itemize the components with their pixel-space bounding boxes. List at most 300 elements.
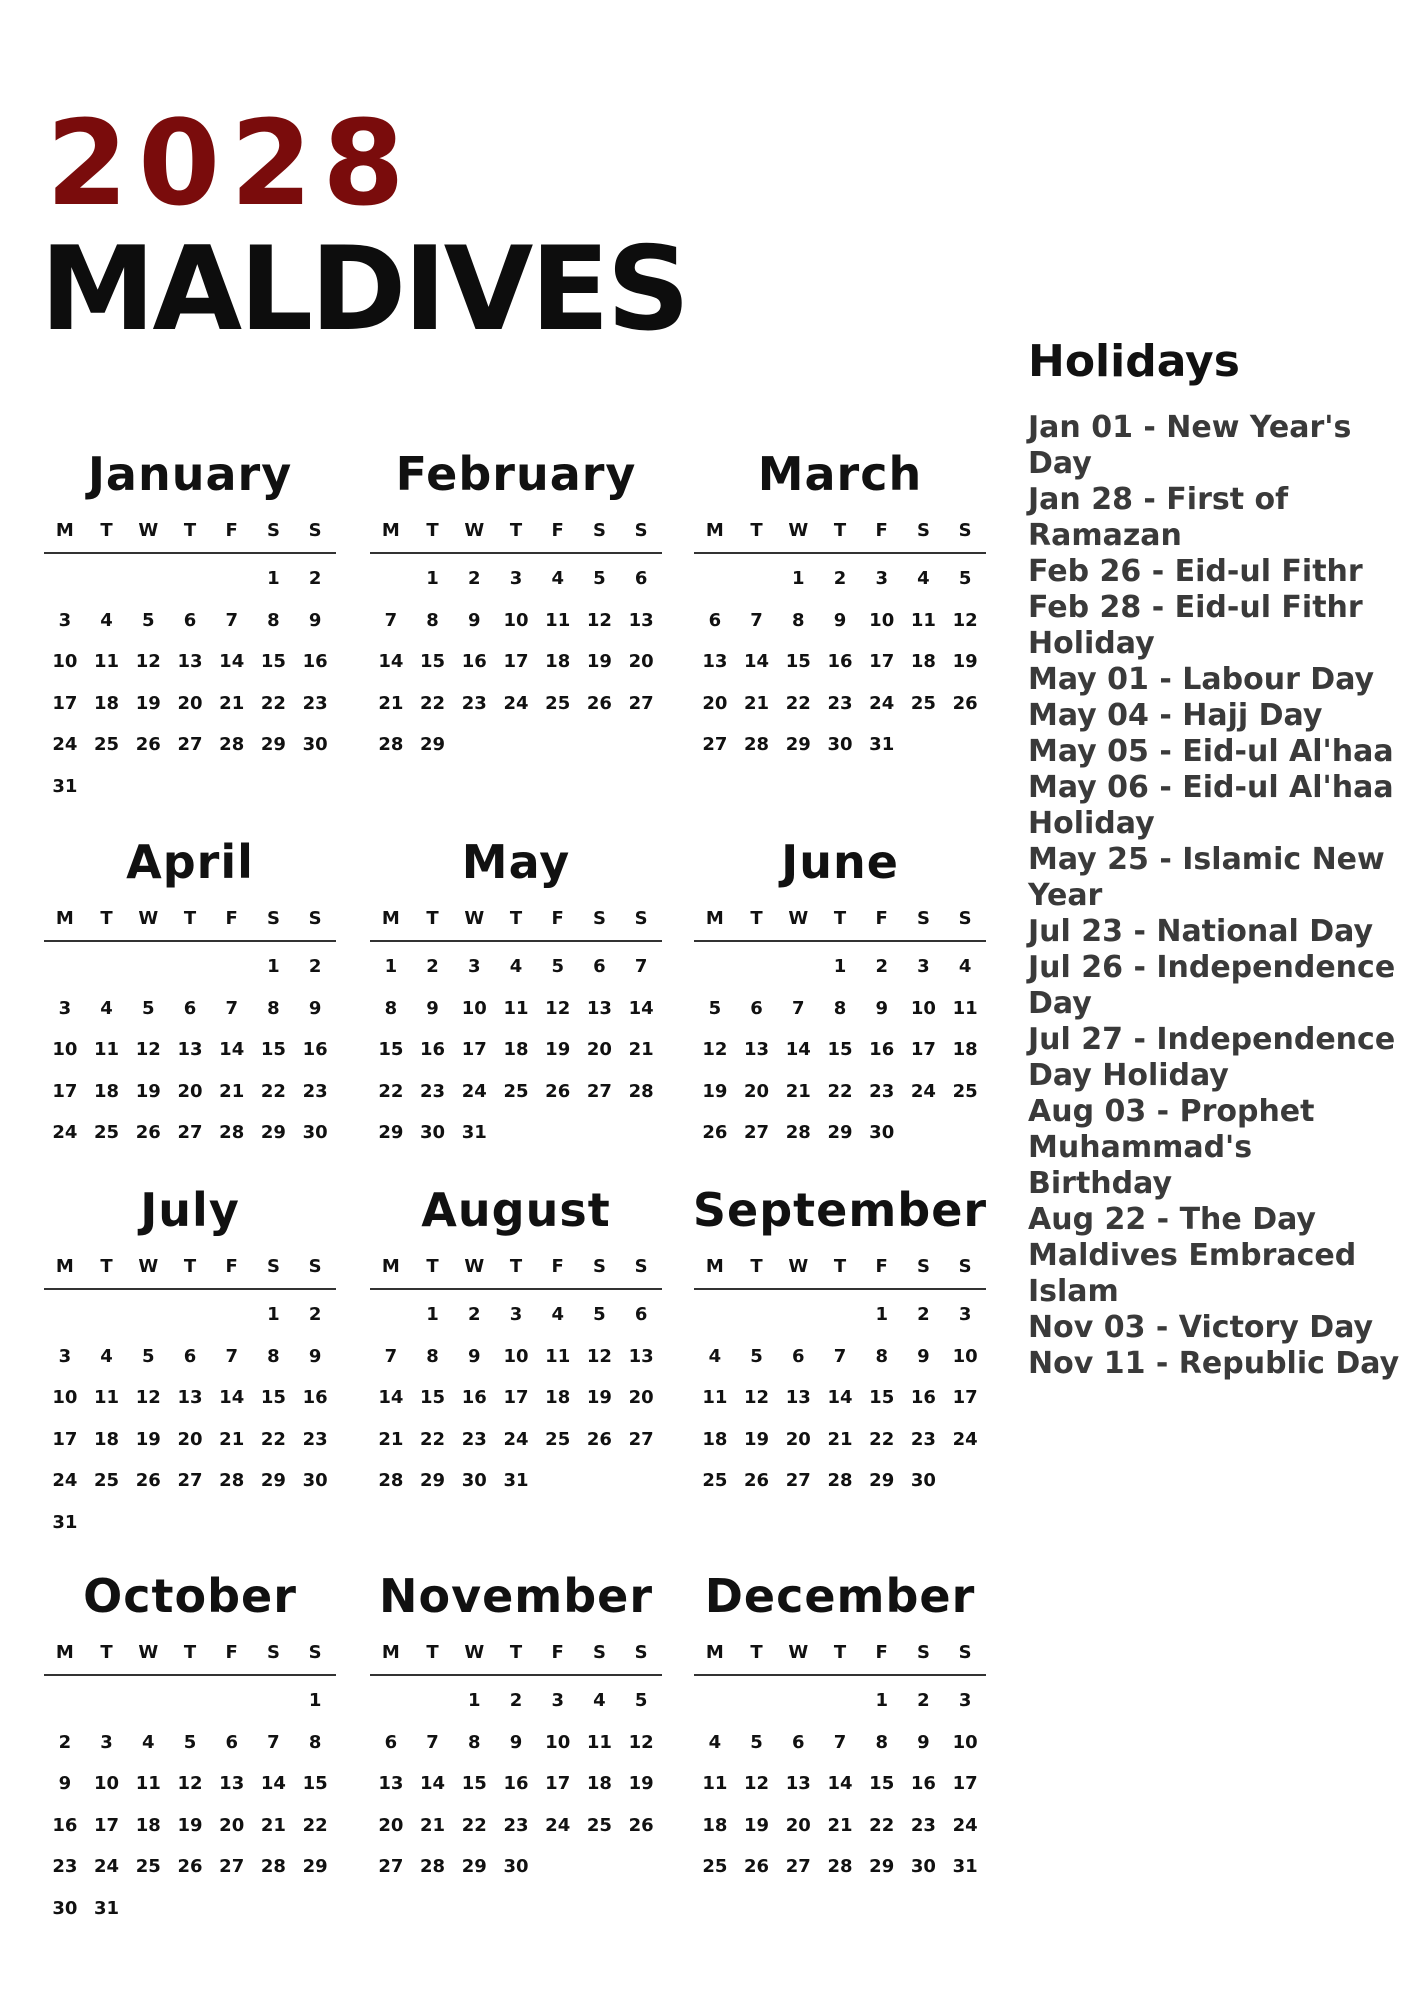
day-cell: 4 bbox=[100, 1345, 113, 1367]
day-cell: 15 bbox=[827, 1039, 853, 1060]
day-cell: 11 bbox=[94, 1387, 120, 1408]
day-cell: 8 bbox=[267, 609, 280, 631]
day-cell: 21 bbox=[378, 692, 404, 714]
day-cell: 17 bbox=[52, 1428, 78, 1450]
day-cell: 6 bbox=[593, 956, 606, 977]
day-cell: 16 bbox=[503, 1773, 529, 1794]
day-cell: 16 bbox=[52, 1814, 78, 1836]
day-cell: 14 bbox=[744, 651, 770, 672]
day-cell: 5 bbox=[593, 568, 606, 589]
weekday-label: W bbox=[464, 519, 485, 541]
day-cell: 21 bbox=[260, 1814, 286, 1836]
day-cell: 20 bbox=[586, 1039, 612, 1060]
weekday-header bbox=[370, 508, 662, 554]
day-cell: 26 bbox=[702, 1122, 728, 1143]
weekday-label: S bbox=[916, 1641, 930, 1663]
day-cell: 28 bbox=[219, 1470, 245, 1491]
day-cell: 31 bbox=[94, 1897, 120, 1919]
weekday-label: T bbox=[183, 519, 197, 541]
day-cell: 27 bbox=[177, 1122, 203, 1143]
day-cell: 17 bbox=[545, 1773, 571, 1794]
weekday-label: F bbox=[551, 519, 564, 541]
day-cell: 18 bbox=[503, 1039, 529, 1060]
day-cell: 1 bbox=[792, 568, 805, 589]
day-blank bbox=[736, 558, 778, 600]
day-cell: 10 bbox=[545, 1731, 571, 1753]
day-cell: 6 bbox=[183, 997, 197, 1019]
weekday-label: M bbox=[705, 1255, 724, 1277]
day-cell: 31 bbox=[952, 1856, 978, 1877]
day-cell: 16 bbox=[302, 1387, 328, 1408]
day-cell: 9 bbox=[917, 1345, 930, 1367]
day-cell: 23 bbox=[503, 1814, 529, 1836]
day-cell: 10 bbox=[94, 1773, 120, 1794]
day-cell: 2 bbox=[917, 1690, 930, 1711]
day-cell: 6 bbox=[225, 1731, 238, 1753]
day-cell: 7 bbox=[833, 1731, 847, 1753]
holiday-item: May 04 - Hajj Day bbox=[1028, 698, 1323, 733]
day-cell: 4 bbox=[509, 956, 523, 977]
day-cell: 25 bbox=[135, 1856, 161, 1877]
day-cell: 12 bbox=[586, 1345, 612, 1367]
day-cell: 2 bbox=[509, 1690, 523, 1711]
day-cell: 25 bbox=[94, 1470, 120, 1491]
day-cell: 2 bbox=[875, 956, 888, 977]
month-may bbox=[368, 828, 664, 1154]
day-cell: 13 bbox=[219, 1773, 245, 1794]
weekday-label: F bbox=[875, 907, 888, 929]
weekday-label: T bbox=[100, 1255, 113, 1277]
day-cell: 29 bbox=[302, 1856, 328, 1877]
day-cell: 4 bbox=[551, 568, 564, 589]
day-blank bbox=[211, 558, 253, 600]
day-cell: 9 bbox=[468, 609, 481, 631]
day-blank bbox=[86, 1680, 128, 1722]
holiday-item: Jul 26 - Independence Day bbox=[1028, 950, 1396, 1021]
day-cell: 20 bbox=[628, 1387, 654, 1408]
month-name: March bbox=[757, 447, 923, 501]
holiday-item: Aug 22 - The Day Maldives Embraced Islam bbox=[1028, 1202, 1357, 1309]
day-cell: 5 bbox=[142, 609, 155, 631]
day-cell: 5 bbox=[958, 568, 972, 589]
day-cell: 28 bbox=[827, 1470, 853, 1491]
day-cell: 4 bbox=[551, 1304, 564, 1325]
day-cell: 18 bbox=[94, 1428, 120, 1450]
day-cell: 9 bbox=[308, 997, 322, 1019]
day-cell: 2 bbox=[833, 568, 847, 589]
day-cell: 25 bbox=[545, 1428, 571, 1450]
day-grid bbox=[44, 554, 336, 807]
day-cell: 21 bbox=[628, 1039, 654, 1060]
day-cell: 13 bbox=[177, 651, 203, 672]
day-cell: 15 bbox=[420, 1387, 446, 1408]
weekday-label: F bbox=[551, 1641, 564, 1663]
day-cell: 7 bbox=[225, 609, 238, 631]
day-cell: 29 bbox=[420, 734, 446, 755]
day-cell: 17 bbox=[52, 692, 78, 714]
weekday-label: S bbox=[634, 519, 648, 541]
day-grid bbox=[44, 1676, 336, 1929]
weekday-header bbox=[370, 1244, 662, 1290]
day-cell: 29 bbox=[378, 1122, 404, 1143]
day-cell: 14 bbox=[420, 1773, 446, 1794]
day-cell: 10 bbox=[952, 1345, 978, 1367]
day-cell: 17 bbox=[503, 651, 529, 672]
day-cell: 27 bbox=[744, 1122, 770, 1143]
day-cell: 10 bbox=[503, 1345, 529, 1367]
day-blank bbox=[819, 1294, 861, 1336]
day-cell: 3 bbox=[58, 1345, 72, 1367]
weekday-label: F bbox=[551, 1255, 564, 1277]
day-cell: 28 bbox=[628, 1080, 654, 1102]
day-blank bbox=[412, 1680, 454, 1722]
day-cell: 28 bbox=[219, 734, 245, 755]
day-cell: 7 bbox=[792, 997, 805, 1019]
day-cell: 5 bbox=[634, 1690, 648, 1711]
weekday-label: W bbox=[138, 1641, 159, 1663]
day-cell: 24 bbox=[503, 692, 529, 714]
day-cell: 29 bbox=[260, 1122, 286, 1143]
day-cell: 12 bbox=[952, 609, 978, 631]
day-cell: 9 bbox=[917, 1731, 930, 1753]
month-name: December bbox=[704, 1569, 976, 1623]
day-cell: 28 bbox=[827, 1856, 853, 1877]
day-cell: 3 bbox=[917, 956, 930, 977]
day-blank bbox=[736, 1680, 778, 1722]
day-cell: 3 bbox=[58, 997, 72, 1019]
weekday-label: S bbox=[634, 1255, 648, 1277]
day-cell: 6 bbox=[792, 1345, 805, 1367]
day-cell: 23 bbox=[827, 692, 853, 714]
day-grid bbox=[370, 1290, 662, 1502]
day-cell: 14 bbox=[219, 651, 245, 672]
day-cell: 24 bbox=[952, 1814, 978, 1836]
day-cell: 25 bbox=[952, 1080, 978, 1102]
day-cell: 11 bbox=[952, 997, 978, 1019]
day-cell: 21 bbox=[219, 1080, 245, 1102]
day-cell: 23 bbox=[420, 1080, 446, 1102]
holiday-item: Jan 28 - First of Ramazan bbox=[1028, 482, 1289, 553]
weekday-label: S bbox=[916, 907, 930, 929]
day-cell: 26 bbox=[177, 1856, 203, 1877]
day-cell: 31 bbox=[52, 775, 78, 797]
day-cell: 18 bbox=[545, 1387, 571, 1408]
day-cell: 21 bbox=[785, 1080, 811, 1102]
day-cell: 28 bbox=[420, 1856, 446, 1877]
day-grid bbox=[370, 1676, 662, 1888]
day-cell: 1 bbox=[384, 956, 398, 977]
day-cell: 9 bbox=[308, 609, 322, 631]
weekday-label: T bbox=[426, 1641, 439, 1663]
day-cell: 14 bbox=[219, 1387, 245, 1408]
day-cell: 29 bbox=[869, 1470, 895, 1491]
day-cell: 25 bbox=[586, 1814, 612, 1836]
day-cell: 18 bbox=[135, 1814, 161, 1836]
day-cell: 9 bbox=[308, 1345, 322, 1367]
day-cell: 1 bbox=[468, 1690, 481, 1711]
day-cell: 14 bbox=[827, 1387, 853, 1408]
day-blank bbox=[127, 558, 169, 600]
day-blank bbox=[86, 558, 128, 600]
day-cell: 24 bbox=[52, 734, 78, 755]
day-cell: 10 bbox=[952, 1731, 978, 1753]
day-blank bbox=[694, 1294, 736, 1336]
holiday-item: Jul 23 - National Day bbox=[1028, 914, 1374, 949]
day-cell: 21 bbox=[827, 1428, 853, 1450]
day-blank bbox=[370, 1680, 412, 1722]
holiday-item: Jan 01 - New Year's Day bbox=[1028, 410, 1352, 481]
weekday-label: F bbox=[875, 1641, 888, 1663]
day-cell: 29 bbox=[260, 1470, 286, 1491]
day-cell: 16 bbox=[461, 651, 487, 672]
day-cell: 1 bbox=[267, 568, 280, 589]
day-cell: 4 bbox=[142, 1731, 155, 1753]
day-cell: 12 bbox=[135, 1387, 161, 1408]
day-cell: 17 bbox=[52, 1080, 78, 1102]
day-cell: 7 bbox=[750, 609, 763, 631]
day-cell: 16 bbox=[461, 1387, 487, 1408]
day-cell: 4 bbox=[593, 1690, 606, 1711]
day-cell: 16 bbox=[910, 1387, 936, 1408]
day-cell: 23 bbox=[302, 1428, 328, 1450]
day-cell: 17 bbox=[869, 651, 895, 672]
day-cell: 30 bbox=[910, 1470, 936, 1491]
day-cell: 24 bbox=[461, 1080, 487, 1102]
day-blank bbox=[370, 558, 412, 600]
day-cell: 22 bbox=[785, 692, 811, 714]
weekday-label: F bbox=[225, 1641, 238, 1663]
holiday-item: Feb 28 - Eid-ul Fithr Holiday bbox=[1028, 590, 1363, 661]
weekday-header bbox=[694, 1630, 986, 1676]
month-name: November bbox=[378, 1569, 654, 1623]
day-cell: 29 bbox=[461, 1856, 487, 1877]
day-cell: 24 bbox=[952, 1428, 978, 1450]
day-cell: 7 bbox=[225, 997, 238, 1019]
day-cell: 4 bbox=[708, 1731, 722, 1753]
weekday-label: M bbox=[705, 1641, 724, 1663]
weekday-label: S bbox=[266, 1641, 280, 1663]
day-cell: 26 bbox=[135, 1470, 161, 1491]
month-name: May bbox=[461, 835, 571, 889]
weekday-label: W bbox=[464, 907, 485, 929]
day-blank bbox=[370, 1294, 412, 1336]
day-cell: 21 bbox=[744, 692, 770, 714]
day-cell: 6 bbox=[183, 1345, 197, 1367]
holiday-item: May 01 - Labour Day bbox=[1028, 662, 1375, 697]
day-cell: 7 bbox=[225, 1345, 238, 1367]
day-cell: 23 bbox=[52, 1856, 78, 1877]
holiday-item: Feb 26 - Eid-ul Fithr bbox=[1028, 554, 1363, 589]
month-name: August bbox=[421, 1183, 611, 1237]
weekday-label: F bbox=[225, 907, 238, 929]
day-blank bbox=[211, 946, 253, 988]
day-cell: 13 bbox=[785, 1773, 811, 1794]
month-name: February bbox=[395, 447, 637, 501]
day-cell: 16 bbox=[420, 1039, 446, 1060]
day-cell: 14 bbox=[378, 1387, 404, 1408]
weekday-label: M bbox=[55, 1641, 74, 1663]
day-cell: 20 bbox=[177, 1428, 203, 1450]
day-cell: 22 bbox=[420, 692, 446, 714]
day-cell: 24 bbox=[910, 1080, 936, 1102]
day-cell: 1 bbox=[426, 568, 439, 589]
weekday-label: T bbox=[509, 1641, 523, 1663]
day-cell: 19 bbox=[135, 692, 161, 714]
day-cell: 2 bbox=[308, 1304, 322, 1325]
day-cell: 29 bbox=[827, 1122, 853, 1143]
day-cell: 1 bbox=[875, 1304, 888, 1325]
day-cell: 17 bbox=[94, 1814, 120, 1836]
day-cell: 26 bbox=[135, 1122, 161, 1143]
day-cell: 6 bbox=[792, 1731, 805, 1753]
day-cell: 9 bbox=[58, 1773, 72, 1794]
weekday-label: M bbox=[55, 519, 74, 541]
holiday-list bbox=[1028, 410, 1400, 1382]
day-blank bbox=[736, 1294, 778, 1336]
day-blank bbox=[777, 1294, 819, 1336]
weekday-label: S bbox=[308, 1641, 322, 1663]
day-cell: 15 bbox=[260, 1039, 286, 1060]
weekday-label: M bbox=[381, 907, 400, 929]
day-cell: 7 bbox=[384, 1345, 398, 1367]
day-cell: 8 bbox=[875, 1345, 888, 1367]
day-cell: 8 bbox=[267, 997, 280, 1019]
day-grid bbox=[44, 942, 336, 1154]
day-cell: 5 bbox=[708, 997, 722, 1019]
month-august bbox=[368, 1176, 664, 1502]
day-cell: 18 bbox=[910, 651, 936, 672]
day-cell: 19 bbox=[135, 1080, 161, 1102]
day-cell: 2 bbox=[308, 956, 322, 977]
day-cell: 22 bbox=[260, 1080, 286, 1102]
day-cell: 9 bbox=[833, 609, 847, 631]
day-cell: 25 bbox=[503, 1080, 529, 1102]
day-cell: 9 bbox=[426, 997, 439, 1019]
day-cell: 9 bbox=[875, 997, 888, 1019]
day-cell: 28 bbox=[260, 1856, 286, 1877]
day-cell: 19 bbox=[628, 1773, 654, 1794]
day-cell: 27 bbox=[378, 1856, 404, 1877]
day-cell: 27 bbox=[785, 1470, 811, 1491]
day-cell: 24 bbox=[503, 1428, 529, 1450]
day-cell: 16 bbox=[869, 1039, 895, 1060]
day-cell: 8 bbox=[267, 1345, 280, 1367]
day-cell: 11 bbox=[135, 1773, 161, 1794]
month-name: October bbox=[83, 1569, 297, 1623]
day-cell: 19 bbox=[702, 1080, 728, 1102]
day-blank bbox=[694, 946, 736, 988]
weekday-label: T bbox=[750, 907, 763, 929]
day-cell: 11 bbox=[94, 651, 120, 672]
day-grid bbox=[370, 942, 662, 1154]
day-cell: 13 bbox=[785, 1387, 811, 1408]
day-cell: 18 bbox=[702, 1428, 728, 1450]
day-blank bbox=[44, 1294, 86, 1336]
weekday-label: S bbox=[308, 1255, 322, 1277]
day-cell: 29 bbox=[785, 734, 811, 755]
day-cell: 28 bbox=[219, 1122, 245, 1143]
day-cell: 2 bbox=[468, 1304, 481, 1325]
day-cell: 30 bbox=[503, 1856, 529, 1877]
month-october bbox=[42, 1562, 338, 1929]
weekday-header bbox=[44, 1630, 336, 1676]
day-cell: 28 bbox=[785, 1122, 811, 1143]
day-cell: 8 bbox=[792, 609, 805, 631]
day-cell: 3 bbox=[958, 1690, 972, 1711]
day-cell: 5 bbox=[551, 956, 564, 977]
day-cell: 6 bbox=[384, 1731, 398, 1753]
day-blank bbox=[169, 1680, 211, 1722]
day-cell: 6 bbox=[183, 609, 197, 631]
day-cell: 22 bbox=[827, 1080, 853, 1102]
month-february bbox=[368, 440, 664, 766]
month-name: June bbox=[781, 835, 899, 889]
weekday-label: T bbox=[183, 1255, 197, 1277]
day-cell: 25 bbox=[545, 692, 571, 714]
day-cell: 25 bbox=[94, 734, 120, 755]
day-cell: 31 bbox=[503, 1470, 529, 1491]
day-blank bbox=[169, 1294, 211, 1336]
day-cell: 24 bbox=[52, 1470, 78, 1491]
day-cell: 31 bbox=[52, 1511, 78, 1533]
day-cell: 20 bbox=[177, 1080, 203, 1102]
day-blank bbox=[44, 946, 86, 988]
day-cell: 3 bbox=[551, 1690, 564, 1711]
year-title: 2028 bbox=[46, 94, 415, 232]
day-cell: 10 bbox=[52, 1387, 78, 1408]
day-cell: 12 bbox=[545, 997, 571, 1019]
day-cell: 30 bbox=[827, 734, 853, 755]
month-name: April bbox=[126, 835, 254, 889]
day-cell: 3 bbox=[509, 568, 523, 589]
day-cell: 1 bbox=[308, 1690, 322, 1711]
day-cell: 15 bbox=[869, 1773, 895, 1794]
day-cell: 11 bbox=[586, 1731, 612, 1753]
day-cell: 5 bbox=[183, 1731, 197, 1753]
weekday-label: T bbox=[833, 1255, 847, 1277]
day-cell: 10 bbox=[52, 1039, 78, 1060]
day-grid bbox=[694, 1676, 986, 1888]
day-cell: 20 bbox=[378, 1814, 404, 1836]
weekday-label: W bbox=[788, 1641, 809, 1663]
weekday-label: M bbox=[381, 1641, 400, 1663]
day-cell: 9 bbox=[509, 1731, 523, 1753]
day-cell: 2 bbox=[308, 568, 322, 589]
day-cell: 27 bbox=[219, 1856, 245, 1877]
weekday-label: T bbox=[183, 1641, 197, 1663]
weekday-label: M bbox=[55, 1255, 74, 1277]
month-september bbox=[692, 1176, 988, 1502]
day-cell: 7 bbox=[267, 1731, 280, 1753]
day-blank bbox=[211, 1294, 253, 1336]
day-cell: 20 bbox=[785, 1428, 811, 1450]
day-cell: 27 bbox=[177, 734, 203, 755]
weekday-label: S bbox=[308, 907, 322, 929]
day-cell: 28 bbox=[378, 1470, 404, 1491]
weekday-label: F bbox=[551, 907, 564, 929]
month-december bbox=[692, 1562, 988, 1888]
weekday-label: T bbox=[183, 907, 197, 929]
day-cell: 23 bbox=[461, 692, 487, 714]
day-cell: 22 bbox=[302, 1814, 328, 1836]
month-november bbox=[368, 1562, 664, 1888]
day-cell: 18 bbox=[94, 692, 120, 714]
day-cell: 15 bbox=[869, 1387, 895, 1408]
weekday-header bbox=[44, 1244, 336, 1290]
weekday-label: S bbox=[266, 519, 280, 541]
day-cell: 4 bbox=[917, 568, 930, 589]
day-cell: 18 bbox=[586, 1773, 612, 1794]
